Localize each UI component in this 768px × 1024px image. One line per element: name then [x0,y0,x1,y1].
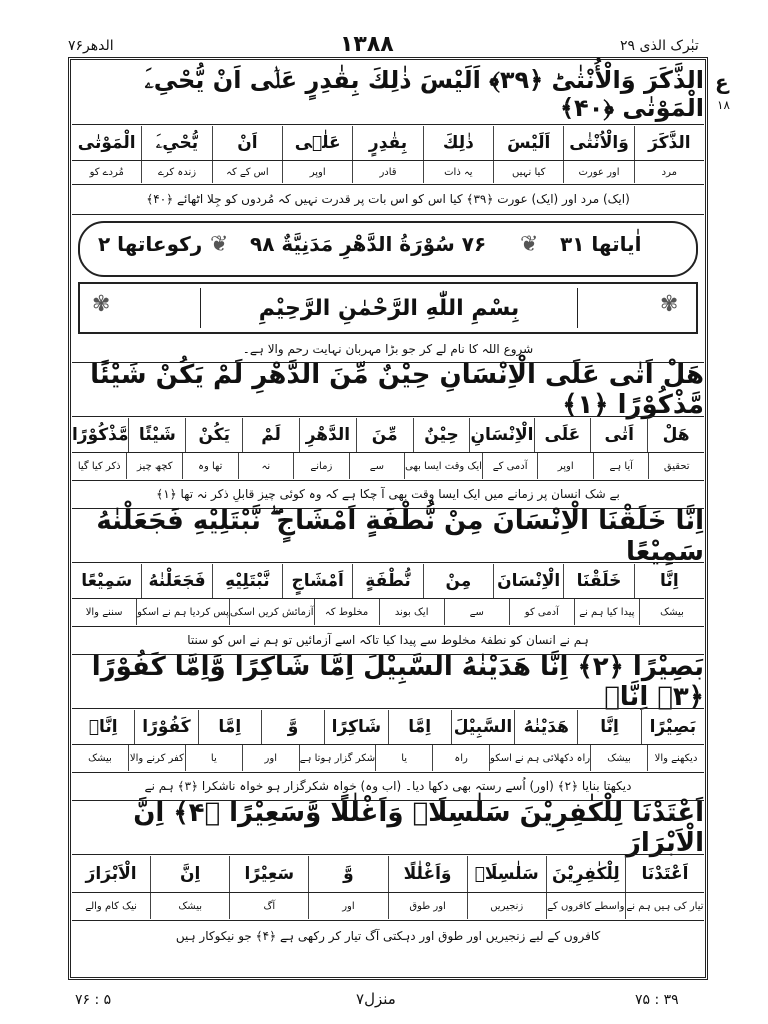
word-cell: ذٰلِكَ [423,126,493,160]
ruku-number: ۱۸ [717,98,730,112]
ornament-icon: ✾ [92,292,111,317]
meaning-cell: اور طوق [388,893,467,919]
verse-line: الذَّكَرَ وَالْأُنْثٰىؕ ﴿۳۹﴾ اَلَيْسَ ذٰلِكَ بِقٰدِرٍ عَلٰۤى اَنْ يُّحْیِۦَ الْمَوْتٰى ﴿۴۰﴾ [144,66,704,122]
word-cell: يَكُنْ [185,418,242,452]
ruku-count: رکوعاتھا ۲ [98,232,203,256]
meaning-cell: ایک وقت ایسا بھی [404,453,482,479]
meaning-grid-4 [72,745,704,771]
meaning-cell: مرد [634,161,704,183]
meaning-cell: کیا نہیں [493,161,563,183]
meaning-cell: آگ [229,893,308,919]
word-cell: شَاكِرًا [324,710,387,744]
meaning-cell: قادر [352,161,422,183]
word-cell: اَعْتَدْنَا [625,856,704,892]
word-grid-1 [72,126,704,160]
meaning-cell: تھا وہ [182,453,238,479]
word-cell: اِنَّ [150,856,229,892]
word-cell: حِيْنٌ [413,418,470,452]
word-cell: بَصِيْرًا [641,710,704,744]
word-cell: الْاِنْسَانَ [493,564,563,598]
meaning-cell: اس کے کہ [212,161,282,183]
word-cell: الدَّهْرِ [299,418,356,452]
word-cell: فَجَعَلْنٰهُ [141,564,211,598]
meaning-cell: بیشک [88,752,112,764]
ornament-icon: ❦ [520,232,539,257]
meaning-cell: اور عورت [563,161,633,183]
translation-5: کافروں کے لیے زنجیریں اور طوق اور دہکتی آگ تیار کر رکھی ہے ﴿۴﴾ جو نیکوکار ہیں [175,929,601,943]
word-cell: اِنَّا [577,710,640,744]
word-cell: لَمْ [242,418,299,452]
meaning-cell: کچھ چیز [126,453,182,479]
meaning-cell: آدمی کے [482,453,538,479]
word-cell: اَتٰى [590,418,647,452]
word-cell: الْمَوْتٰى [77,133,136,153]
meaning-cell: شکر گزار ہوتا ہے [299,745,375,771]
word-cell: هَدَيْنٰهُ [514,710,577,744]
ruku-mark: ع [715,70,729,94]
word-cell: وَّ [308,856,387,892]
word-cell: وَاَغْلٰلًا [388,856,467,892]
meaning-grid-1 [72,161,704,183]
meaning-cell: راہ [432,745,489,771]
bismillah: بِسْمِ اللّٰهِ الرَّحْمٰنِ الرَّحِيْمِ [200,288,578,328]
meaning-cell: پس کردیا ہم نے اسکو [136,599,229,625]
ayat-count: اٰیاتھا ۳۱ [560,232,642,256]
word-cell: الْاِنْسَانِ [469,418,533,452]
word-grid-3 [72,564,704,598]
word-cell: اَنْ [212,126,282,160]
word-grid-5 [72,856,704,892]
header-right: تبٰرک الذی ۲۹ [620,38,699,54]
meaning-cell: یہ ذات [423,161,493,183]
meaning-cell: آزمائش کریں اسکی [229,599,314,625]
meaning-cell: اور [308,893,387,919]
surah-name: ۷۶ سُوْرَةُ الدَّهْرِ مَدَنِیَّةٌ ۹۸ [250,232,487,256]
word-cell: اَمْشَاجٍ [282,564,352,598]
meaning-grid-3 [72,599,704,625]
meaning-cell: ایک بوند [379,599,444,625]
translation-4: دیکھتا بنایا ﴿۲﴾ (اور) اُسے رستہ بھی دکھا دیا۔ (اب وہ) خواہ شکرگزار ہو خواہ ناشکرا ﴿۳﴾ ہم نے [144,779,632,793]
meaning-cell: واسطے کافروں کے [546,893,625,919]
word-cell: وَالْاُنْثٰى [563,126,633,160]
meaning-cell: سے [444,599,509,625]
meaning-cell: اور [242,745,299,771]
word-cell: شَيْئًا [128,418,185,452]
word-cell: بِقٰدِرٍ [352,126,422,160]
ornament-icon: ❦ [210,232,229,257]
translation-3: ہم نے انسان کو نطفۂ مخلوط سے پیدا کیا تاکہ اسے آزمائیں تو ہم نے اس کو سنتا [187,633,589,647]
word-cell: الْاَبْرَارَ [85,864,137,884]
translation-2: بے شک انسان پر زمانے میں ایک ایسا وقت بھی آ چکا ہے کہ وہ کوئی چیز قابلِ ذکر نہ تھا ﴿۱﴾ [156,487,620,501]
word-cell: لِلْكٰفِرِيْنَ [546,856,625,892]
verse-2: اِنَّا خَلَقْنَا الْاِنْسَانَ مِنْ نُّطْفَةٍ اَمْشَاجٍ ۖ نَّبْتَلِيْهِ فَجَعَلْنٰهُ سَمِيْعًا [96,505,704,567]
word-cell: وَّ [261,710,324,744]
word-cell: سَعِيْرًا [229,856,308,892]
meaning-cell: آیا ہے [593,453,649,479]
meaning-cell: پیدا کیا ہم نے [574,599,639,625]
word-cell: نَّبْتَلِيْهِ [212,564,282,598]
word-cell: كَفُوْرًا [134,710,197,744]
meaning-grid-2 [72,453,704,479]
word-grid-4 [72,710,704,744]
footer-right: ۷۵ : ۳۹ [635,992,679,1008]
meaning-cell: نہ [238,453,294,479]
meaning-cell: یا [375,745,432,771]
footer-left: ۷۶ : ۵ [75,992,112,1008]
word-cell: مِّنَ [356,418,413,452]
meaning-cell: کفر کرنے والا [128,745,185,771]
meaning-cell: بیشک [590,745,647,771]
verse-3: بَصِيْرًا ﴿۲﴾ اِنَّا هَدَيْنٰهُ السَّبِيْلَ اِمَّا شَاكِرًا وَّاِمَّا كَفُوْرًا ﴿۳﴾ اِنَّاۤ [91,652,704,712]
meaning-grid-5 [72,893,704,919]
page-number: ۱۳۸۸ [340,32,394,57]
word-cell: اِنَّا [634,564,704,598]
meaning-cell: مخلوط کہ [314,599,379,625]
word-cell: سَلٰسِلَا۟ [467,856,546,892]
meaning-cell: راہ دکھلائی ہم نے اسکو [489,745,590,771]
word-cell: اِمَّا [198,710,261,744]
bismillah-translation: شروع اللہ کا نام لے کر جو بڑا مہربان نہایت رحم والا ہے۔ [242,342,534,356]
meaning-cell: نیک کام والے [85,900,137,912]
word-cell: عَلٰۤى [282,126,352,160]
meaning-cell: دیکھنے والا [647,745,704,771]
word-cell: عَلَى [534,418,591,452]
meaning-cell: ذکر کیا گیا [77,460,121,472]
meaning-cell: اوپر [537,453,593,479]
meaning-cell: زمانے [293,453,349,479]
header-left: الدھر۷۶ [68,38,114,54]
word-cell: اِنَّاۤ [88,717,118,737]
meaning-cell: بیشک [150,893,229,919]
word-cell: مَّذْكُوْرًا [71,425,129,445]
word-cell: هَلْ [647,418,704,452]
meaning-cell: زندہ کرے [141,161,211,183]
verse-1: هَلْ اَتٰى عَلَى الْاِنْسَانِ حِيْنٌ مِّنَ الدَّهْرِ لَمْ يَكُنْ شَيْئًا مَّذْكُوْرًا ﴿۱﴾ [90,360,704,420]
word-cell: السَّبِيْلَ [451,710,514,744]
translation-1: (ایک) مرد اور (ایک) عورت ﴿۳۹﴾ کیا اس کو اس بات پر قدرت نہیں کہ مُردوں کو جِلا اٹھائے ﴿۴۰﴾ [146,192,630,206]
meaning-cell: تحقیق [648,453,704,479]
meaning-cell: سننے والا [85,606,123,618]
word-cell: مِنْ [423,564,493,598]
word-cell: خَلَقْنَا [563,564,633,598]
meaning-cell: تیار کی ہیں ہم نے [625,893,704,919]
ornament-icon: ✾ [660,292,679,317]
meaning-cell: زنجیریں [467,893,546,919]
word-cell: سَمِيْعًا [81,571,133,591]
word-cell: الذَّكَرَ [634,126,704,160]
meaning-cell: سے [349,453,405,479]
word-cell: اِمَّا [388,710,451,744]
word-cell: نُّطْفَةٍ [352,564,422,598]
meaning-cell: آدمی کو [509,599,574,625]
word-grid-2 [72,418,704,452]
meaning-cell: بیشک [639,599,704,625]
meaning-cell: مُردے کو [89,166,124,178]
meaning-cell: اوپر [282,161,352,183]
meaning-cell: یا [185,745,242,771]
word-cell: اَلَیْسَ [493,126,563,160]
manzil-label: منزل۷ [356,990,396,1008]
verse-4: اَعْتَدْنَا لِلْكٰفِرِيْنَ سَلٰسِلَا۟ وَاَغْلٰلًا وَّسَعِيْرًا ﴿۴﴾ اِنَّ الْاَبْرَارَ [133,798,704,858]
word-cell: يُّحْیِۦَ [141,126,211,160]
